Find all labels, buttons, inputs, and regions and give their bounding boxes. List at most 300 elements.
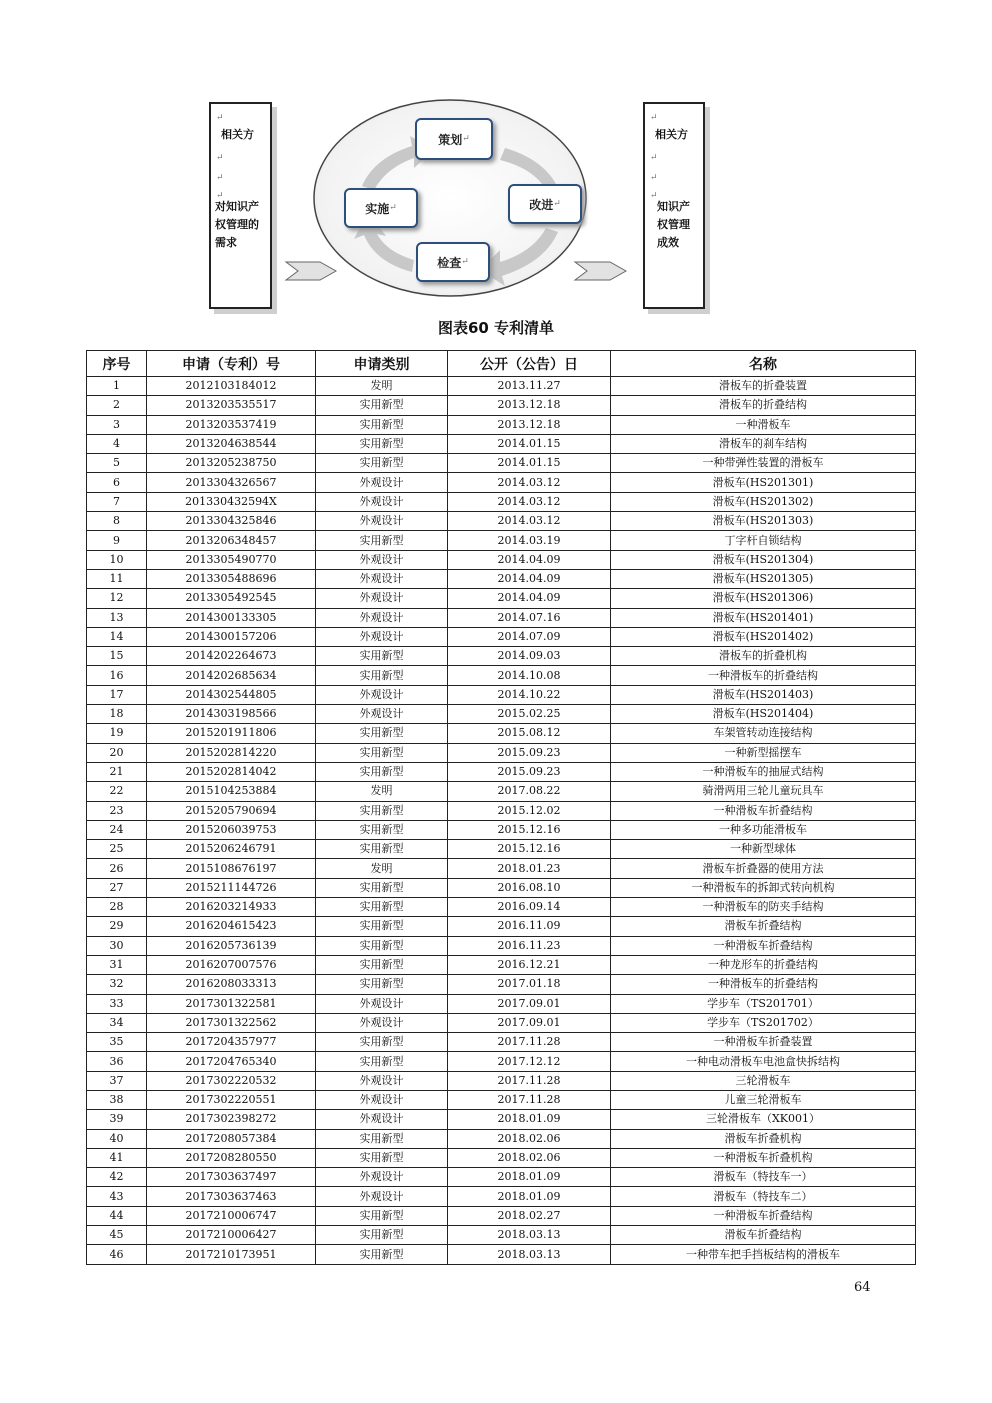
cell-title: 滑板车(HS201304) [611,550,916,569]
cell-title: 一种滑板车 [611,415,916,434]
cell-application-number: 2017208057384 [147,1129,316,1148]
table-row [87,454,916,473]
cell-index: 21 [87,762,147,781]
left-box-line-1: 相关方 [221,128,254,141]
left-box-line-3: 权管理的 [215,218,259,231]
cell-publication-date: 2014.03.12 [448,473,611,492]
paragraph-mark-icon: ↵ [650,153,658,163]
cell-publication-date: 2015.02.25 [448,705,611,724]
cell-category: 发明 [316,859,448,878]
node-plan [415,118,493,160]
cell-application-number: 2017204357977 [147,1033,316,1052]
patent-table [86,350,916,1265]
cell-publication-date: 2014.04.09 [448,550,611,569]
right-box-line-2: 知识产 [657,200,690,213]
cell-application-number: 2014300157206 [147,627,316,646]
cell-category: 实用新型 [316,454,448,473]
cell-title: 一种滑板车折叠装置 [611,1033,916,1052]
cell-index: 35 [87,1033,147,1052]
cell-publication-date: 2014.03.19 [448,531,611,550]
table-row [87,550,916,569]
paragraph-mark-icon: ↵ [216,153,224,163]
paragraph-mark-icon: ↵ [216,113,224,123]
cell-index: 28 [87,898,147,917]
cell-application-number: 2013305490770 [147,550,316,569]
cell-publication-date: 2014.10.22 [448,685,611,704]
cell-application-number: 2013204638544 [147,434,316,453]
table-row [87,647,916,666]
table-body [87,377,916,1265]
cell-publication-date: 2014.01.15 [448,454,611,473]
cell-publication-date: 2018.02.27 [448,1206,611,1225]
cell-category: 外观设计 [316,705,448,724]
table-row [87,724,916,743]
cell-application-number: 2013304326567 [147,473,316,492]
cell-application-number: 2013203537419 [147,415,316,434]
cell-index: 24 [87,820,147,839]
cell-publication-date: 2014.07.16 [448,608,611,627]
table-row [87,685,916,704]
cell-category: 实用新型 [316,396,448,415]
node-do [344,188,418,228]
cell-index: 43 [87,1187,147,1206]
cell-category: 外观设计 [316,685,448,704]
table-row [87,569,916,588]
cell-title: 滑板车(HS201404) [611,705,916,724]
cell-publication-date: 2014.03.12 [448,512,611,531]
cell-application-number: 2014202264673 [147,647,316,666]
table-row [87,1129,916,1148]
table-row [87,1110,916,1129]
cell-publication-date: 2014.07.09 [448,627,611,646]
cell-index: 7 [87,492,147,511]
cell-index: 45 [87,1226,147,1245]
cell-publication-date: 2014.09.03 [448,647,611,666]
cell-application-number: 2013206348457 [147,531,316,550]
table-row [87,608,916,627]
table-row [87,1226,916,1245]
cell-index: 5 [87,454,147,473]
cell-index: 46 [87,1245,147,1264]
cell-index: 29 [87,917,147,936]
cell-publication-date: 2018.01.23 [448,859,611,878]
table-row [87,666,916,685]
cell-index: 18 [87,705,147,724]
cell-application-number: 2017301322581 [147,994,316,1013]
cell-category: 实用新型 [316,531,448,550]
cell-publication-date: 2014.03.12 [448,492,611,511]
cell-index: 42 [87,1168,147,1187]
cell-publication-date: 2015.08.12 [448,724,611,743]
table-row [87,434,916,453]
cell-category: 实用新型 [316,898,448,917]
table-row [87,1168,916,1187]
stakeholder-needs-box [209,102,272,309]
cell-application-number: 2017208280550 [147,1148,316,1167]
cell-index: 14 [87,627,147,646]
cell-index: 41 [87,1148,147,1167]
cell-category: 实用新型 [316,878,448,897]
cell-title: 一种滑板车的折叠结构 [611,666,916,685]
node-check-label: 检查 [437,255,462,270]
cell-category: 外观设计 [316,1187,448,1206]
table-row [87,705,916,724]
cell-publication-date: 2018.02.06 [448,1129,611,1148]
cell-index: 27 [87,878,147,897]
table-row [87,1187,916,1206]
cell-publication-date: 2018.03.13 [448,1226,611,1245]
cell-title: 一种滑板车折叠结构 [611,801,916,820]
table-row [87,762,916,781]
right-box-line-4: 成效 [657,236,679,249]
left-box-line-2: 对知识产 [215,200,259,213]
cell-title: 一种新型球体 [611,840,916,859]
table-row [87,1245,916,1264]
table-caption: 图表60 专利清单 [437,319,555,337]
cell-index: 37 [87,1071,147,1090]
node-plan-label: 策划 [438,132,463,147]
cell-application-number: 2015202814220 [147,743,316,762]
table-header-row [87,351,916,377]
cell-publication-date: 2016.12.21 [448,955,611,974]
cell-application-number: 2015206039753 [147,820,316,839]
cell-publication-date: 2018.01.09 [448,1168,611,1187]
cell-application-number: 2015202814042 [147,762,316,781]
cell-index: 32 [87,975,147,994]
cell-title: 滑板车折叠机构 [611,1129,916,1148]
cell-index: 12 [87,589,147,608]
cell-index: 34 [87,1013,147,1032]
cell-category: 外观设计 [316,569,448,588]
cell-title: 滑板车的折叠机构 [611,647,916,666]
cell-publication-date: 2016.09.14 [448,898,611,917]
cell-title: 学步车（TS201701） [611,994,916,1013]
cell-category: 实用新型 [316,1129,448,1148]
cell-category: 外观设计 [316,1071,448,1090]
cell-application-number: 2016203214933 [147,898,316,917]
cell-title: 滑板车的折叠结构 [611,396,916,415]
cell-index: 11 [87,569,147,588]
paragraph-mark-icon: ↵ [461,257,469,267]
paragraph-mark-icon: ↵ [216,191,224,201]
cell-title: 滑板车折叠结构 [611,1226,916,1245]
cell-title: 滑板车的折叠装置 [611,377,916,396]
cell-title: 一种新型摇摆车 [611,743,916,762]
node-act [508,184,582,224]
cell-publication-date: 2015.12.02 [448,801,611,820]
header-category: 申请类别 [316,351,448,377]
cell-category: 实用新型 [316,1226,448,1245]
cell-application-number: 2013203535517 [147,396,316,415]
cell-publication-date: 2016.11.23 [448,936,611,955]
cell-title: 一种滑板车的拆卸式转向机构 [611,878,916,897]
cell-publication-date: 2015.12.16 [448,840,611,859]
cell-title: 一种滑板车折叠机构 [611,1148,916,1167]
cell-publication-date: 2017.11.28 [448,1071,611,1090]
cell-application-number: 2016205736139 [147,936,316,955]
cell-title: 学步车（TS201702） [611,1013,916,1032]
cell-title: 滑板车(HS201306) [611,589,916,608]
cell-index: 25 [87,840,147,859]
table-row [87,820,916,839]
cell-index: 16 [87,666,147,685]
cell-publication-date: 2016.11.09 [448,917,611,936]
header-application-number: 申请（专利）号 [147,351,316,377]
cell-application-number: 2014302544805 [147,685,316,704]
cell-category: 实用新型 [316,1245,448,1264]
cell-title: 一种多功能滑板车 [611,820,916,839]
table-row [87,878,916,897]
cell-category: 实用新型 [316,666,448,685]
paragraph-mark-icon: ↵ [553,199,561,209]
cell-title: 三轮滑板车 [611,1071,916,1090]
cell-application-number: 2017303637463 [147,1187,316,1206]
table-row [87,1090,916,1109]
paragraph-mark-icon: ↵ [216,173,224,183]
table-row [87,936,916,955]
table-row [87,955,916,974]
table-row [87,859,916,878]
cell-publication-date: 2017.01.18 [448,975,611,994]
cell-category: 实用新型 [316,724,448,743]
cell-title: 一种滑板车折叠结构 [611,1206,916,1225]
cell-title: 一种带弹性装置的滑板车 [611,454,916,473]
cell-category: 实用新型 [316,762,448,781]
header-title: 名称 [611,351,916,377]
cell-title: 三轮滑板车（XK001） [611,1110,916,1129]
paragraph-mark-icon: ↵ [389,203,397,213]
table-row [87,512,916,531]
cell-index: 33 [87,994,147,1013]
cell-application-number: 2017302220532 [147,1071,316,1090]
cell-application-number: 201330432594X [147,492,316,511]
header-publication-date: 公开（公告）日 [448,351,611,377]
cell-category: 外观设计 [316,473,448,492]
cell-application-number: 2017210006747 [147,1206,316,1225]
table-row [87,531,916,550]
cell-index: 1 [87,377,147,396]
cell-application-number: 2014202685634 [147,666,316,685]
cell-title: 一种带车把手挡板结构的滑板车 [611,1245,916,1264]
cell-index: 2 [87,396,147,415]
table-row [87,1148,916,1167]
cell-application-number: 2017302220551 [147,1090,316,1109]
cell-application-number: 2017303637497 [147,1168,316,1187]
cell-category: 实用新型 [316,1033,448,1052]
cell-application-number: 2014303198566 [147,705,316,724]
cell-title: 滑板车折叠结构 [611,917,916,936]
cell-publication-date: 2014.04.09 [448,569,611,588]
paragraph-mark-icon: ↵ [650,173,658,183]
cell-category: 外观设计 [316,1110,448,1129]
cell-application-number: 2015206246791 [147,840,316,859]
cell-title: 滑板车(HS201402) [611,627,916,646]
cell-application-number: 2013205238750 [147,454,316,473]
ip-management-results-box [643,102,705,309]
cell-publication-date: 2018.01.09 [448,1187,611,1206]
node-do-label: 实施 [365,201,390,216]
cell-index: 13 [87,608,147,627]
cell-category: 外观设计 [316,608,448,627]
cell-category: 实用新型 [316,1148,448,1167]
cell-category: 实用新型 [316,743,448,762]
cell-title: 一种滑板车的抽屉式结构 [611,762,916,781]
paragraph-mark-icon: ↵ [650,113,658,123]
cell-publication-date: 2013.12.18 [448,415,611,434]
table-row [87,801,916,820]
cell-index: 38 [87,1090,147,1109]
cell-category: 实用新型 [316,936,448,955]
table-row [87,898,916,917]
cell-application-number: 2016208033313 [147,975,316,994]
cell-category: 发明 [316,782,448,801]
table-row [87,589,916,608]
cell-index: 10 [87,550,147,569]
cell-application-number: 2015205790694 [147,801,316,820]
cell-index: 36 [87,1052,147,1071]
cell-title: 一种滑板车的防夹手结构 [611,898,916,917]
table-row [87,415,916,434]
cell-index: 3 [87,415,147,434]
cell-index: 23 [87,801,147,820]
table-row [87,994,916,1013]
cell-application-number: 2015108676197 [147,859,316,878]
cell-title: 滑板车（特技车一） [611,1168,916,1187]
cell-publication-date: 2013.12.18 [448,396,611,415]
cell-index: 4 [87,434,147,453]
cell-category: 外观设计 [316,627,448,646]
cell-index: 26 [87,859,147,878]
cell-application-number: 2016207007576 [147,955,316,974]
cell-title: 滑板车(HS201401) [611,608,916,627]
cell-category: 实用新型 [316,917,448,936]
table-row [87,1071,916,1090]
node-check [416,242,490,282]
cell-index: 39 [87,1110,147,1129]
cell-index: 31 [87,955,147,974]
cell-application-number: 2017302398272 [147,1110,316,1129]
left-chevron-arrow [286,262,336,280]
cell-index: 8 [87,512,147,531]
left-box-line-4: 需求 [215,236,237,249]
cell-title: 一种电动滑板车电池盒快拆结构 [611,1052,916,1071]
table-row [87,492,916,511]
cell-category: 发明 [316,377,448,396]
cell-application-number: 2015211144726 [147,878,316,897]
cell-title: 一种滑板车的折叠结构 [611,975,916,994]
cell-application-number: 2013305492545 [147,589,316,608]
cell-publication-date: 2017.09.01 [448,994,611,1013]
cell-category: 实用新型 [316,955,448,974]
paragraph-mark-icon: ↵ [462,134,470,144]
cell-index: 17 [87,685,147,704]
cell-category: 外观设计 [316,1090,448,1109]
cell-application-number: 2014300133305 [147,608,316,627]
right-box-line-3: 权管理 [657,218,690,231]
cell-application-number: 2015104253884 [147,782,316,801]
cell-application-number: 2012103184012 [147,377,316,396]
cell-title: 滑板车(HS201403) [611,685,916,704]
cell-index: 15 [87,647,147,666]
cell-category: 外观设计 [316,492,448,511]
cell-category: 实用新型 [316,647,448,666]
table-row [87,627,916,646]
cell-publication-date: 2017.11.28 [448,1090,611,1109]
cell-title: 丁字杆自锁结构 [611,531,916,550]
cell-title: 滑板车(HS201302) [611,492,916,511]
table-row [87,975,916,994]
cell-publication-date: 2015.12.16 [448,820,611,839]
cell-application-number: 2017210006427 [147,1226,316,1245]
cell-category: 外观设计 [316,512,448,531]
diagram-graphics [0,0,992,320]
cell-title: 滑板车(HS201305) [611,569,916,588]
cell-category: 实用新型 [316,840,448,859]
table-row [87,743,916,762]
table-row [87,1206,916,1225]
cell-title: 儿童三轮滑板车 [611,1090,916,1109]
cell-title: 一种龙形车的折叠结构 [611,955,916,974]
cell-publication-date: 2017.12.12 [448,1052,611,1071]
cell-index: 40 [87,1129,147,1148]
cell-title: 滑板车(HS201303) [611,512,916,531]
table-row [87,782,916,801]
cell-publication-date: 2018.02.06 [448,1148,611,1167]
cell-publication-date: 2016.08.10 [448,878,611,897]
cell-publication-date: 2017.09.01 [448,1013,611,1032]
pdca-diagram [0,0,992,320]
cell-publication-date: 2017.08.22 [448,782,611,801]
cell-title: 车架管转动连接结构 [611,724,916,743]
cell-publication-date: 2018.01.09 [448,1110,611,1129]
cell-publication-date: 2014.04.09 [448,589,611,608]
cell-category: 外观设计 [316,994,448,1013]
cell-category: 外观设计 [316,589,448,608]
node-act-label: 改进 [529,197,554,212]
cell-publication-date: 2014.01.15 [448,434,611,453]
cell-application-number: 2016204615423 [147,917,316,936]
cell-index: 6 [87,473,147,492]
cell-title: 滑板车（特技车二） [611,1187,916,1206]
cell-category: 实用新型 [316,1206,448,1225]
cell-category: 外观设计 [316,1013,448,1032]
page-number: 64 [854,1280,871,1295]
table-row [87,917,916,936]
right-chevron-arrow [575,262,626,280]
cell-index: 30 [87,936,147,955]
cell-index: 44 [87,1206,147,1225]
cell-category: 实用新型 [316,415,448,434]
header-index: 序号 [87,351,147,377]
cell-index: 20 [87,743,147,762]
cell-publication-date: 2013.11.27 [448,377,611,396]
cell-publication-date: 2015.09.23 [448,762,611,781]
cell-category: 实用新型 [316,801,448,820]
table-row [87,840,916,859]
cell-publication-date: 2017.11.28 [448,1033,611,1052]
cell-publication-date: 2015.09.23 [448,743,611,762]
table-row [87,473,916,492]
cell-category: 外观设计 [316,550,448,569]
cell-index: 22 [87,782,147,801]
cell-category: 实用新型 [316,1052,448,1071]
cell-title: 骑滑两用三轮儿童玩具车 [611,782,916,801]
cell-title: 一种滑板车折叠结构 [611,936,916,955]
cell-application-number: 2013305488696 [147,569,316,588]
cell-category: 实用新型 [316,434,448,453]
cell-category: 实用新型 [316,975,448,994]
cell-application-number: 2017204765340 [147,1052,316,1071]
